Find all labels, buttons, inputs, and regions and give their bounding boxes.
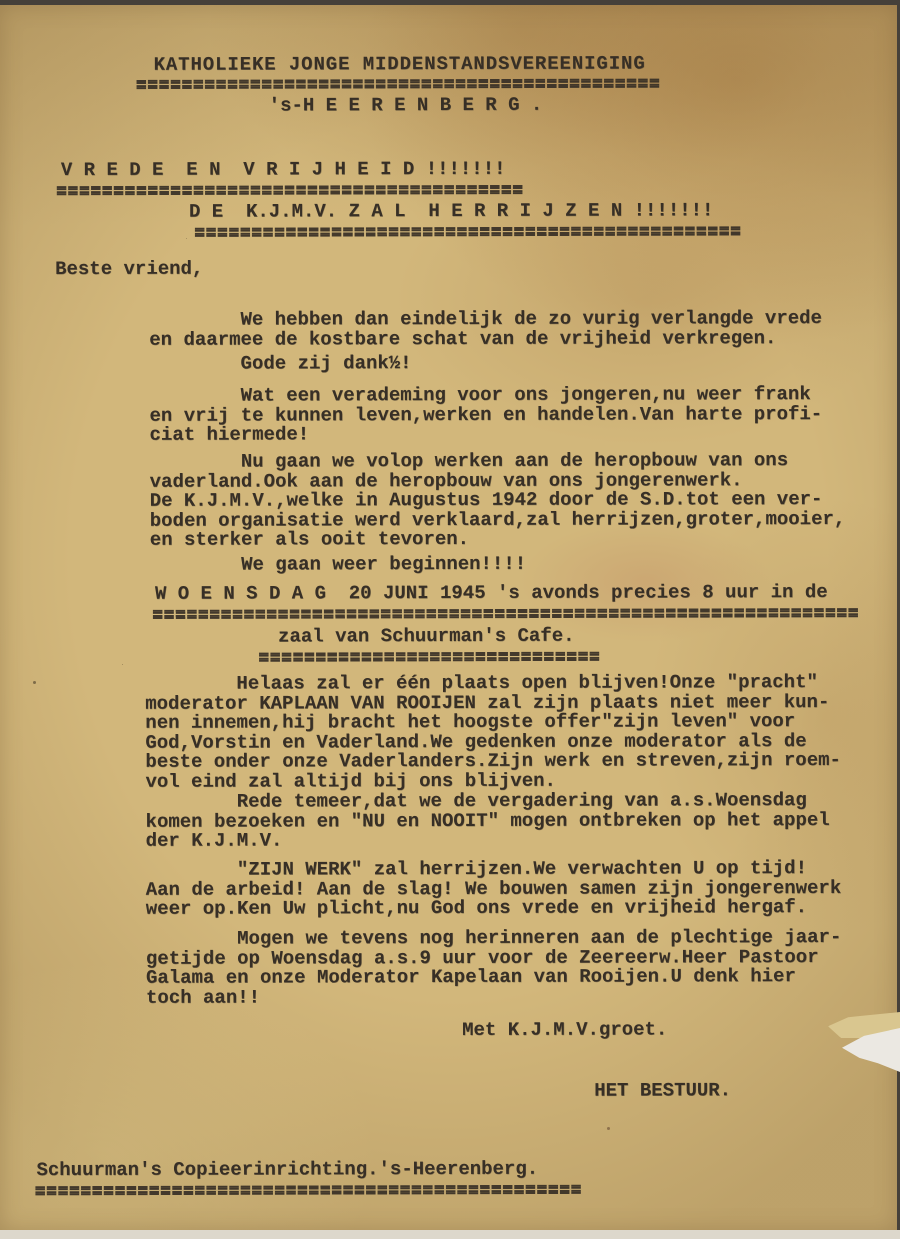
- slogan-vrede-underline: =========================================: [55, 178, 524, 203]
- announcement-location-underline: ==============================: [258, 645, 601, 669]
- announcement-date-line: W O E N S D A G 20 JUNI 1945 's avonds precies 8 uur in de: [154, 581, 828, 605]
- paragraph-rede: Rede temeer,dat we de vergadering van a.s.Woensdag komen bezoeken en "NU en NOOIT" mogen ontbreken op het appel der K.J.M.V.: [145, 789, 830, 852]
- paragraph-mogen: Mogen we tevens nog herinneren aan de plechtige jaar- getijde op Woensdag a.s.9 uur voor de Zeereerw.Heer Pastoor Galama en onze Moderator Kapelaan van Rooijen.U denk hier toch aan!!: [145, 925, 842, 1009]
- paragraph-gode: Gode zij dank½!: [149, 352, 412, 375]
- place-name: 's-H E E R E N B E R G .: [268, 93, 543, 117]
- org-name: KATHOLIEKE JONGE MIDDENSTANDSVEREENIGING: [153, 52, 646, 76]
- slogan-herrijzen: D E K.J.M.V. Z A L H E R R I J Z E N !!!!!!!: [188, 199, 714, 223]
- announcement-underline: ==============================================================: [151, 601, 859, 626]
- signature: HET BESTUUR.: [594, 1079, 732, 1102]
- typescript-layer: [0, 4, 899, 1232]
- paragraph-zijnwerk: "ZIJN WERK" zal herrijzen.We verwachten U op tijd! Aan de arbeid! Aan de slag! We bouwen samen zijn jongerenwerk weer op.Ken Uw plicht,nu God ons vrede en vrijheid hergaf.: [145, 857, 842, 920]
- announcement-location: zaal van Schuurman's Cafe.: [278, 624, 575, 648]
- slogan-herrijzen-underline: ================================================: [193, 220, 742, 244]
- paper-sheet: [0, 5, 897, 1231]
- paragraph-begin: We gaan weer beginnen!!!!: [149, 552, 527, 576]
- slogan-vrede: V R E D E E N V R I J H E I D !!!!!!!: [60, 157, 506, 182]
- paragraph-helaas: Helaas zal er één plaats open blijven!Onze "pracht" moderator KAPLAAN VAN ROOIJEN zal zijn plaats niet meer kun- nen innemen,hij bracht het hoogste offer"zijn leven" voor God,Vorstin en Vaderland.We gedenken onze moderator als de beste onder onze Vaderlanders.Zijn werk en streven,zijn roem- vol eind zal altijd bij ons blijven.: [145, 671, 841, 793]
- paragraph-verademing: Wat een verademing voor ons jongeren,nu weer frank en vrij te kunnen leven,werken en handelen.Van harte profi- ciat hiermede!: [149, 383, 823, 446]
- closing-greeting: Met K.J.M.V.groet.: [462, 1018, 668, 1041]
- printer-imprint: Schuurman's Copieerinrichting.'s-Heerenberg.: [36, 1157, 539, 1182]
- scanner-backdrop: [0, 1230, 900, 1239]
- ink-speck: [33, 681, 36, 684]
- salutation: Beste vriend,: [55, 257, 204, 281]
- paragraph-intro: We hebben dan eindelijk de zo vurig verlangde vrede en daarmee de kostbare schat van de vrijheid verkregen.: [149, 307, 822, 351]
- org-name-underline: ==============================================: [135, 72, 661, 96]
- printer-imprint-underline: ================================================: [34, 1178, 582, 1203]
- paragraph-heropbouw: Nu gaan we volop werken aan de heropbouw van ons vaderland.Ook aan de heropbouw van ons jongerenwerk. De K.J.M.V.,welke in Augustus 1942 door de S.D.tot een ver- boden organisatie werd verklaard,zal herrijzen,groter,mooier, en sterker als ooit tevoren.: [149, 449, 846, 552]
